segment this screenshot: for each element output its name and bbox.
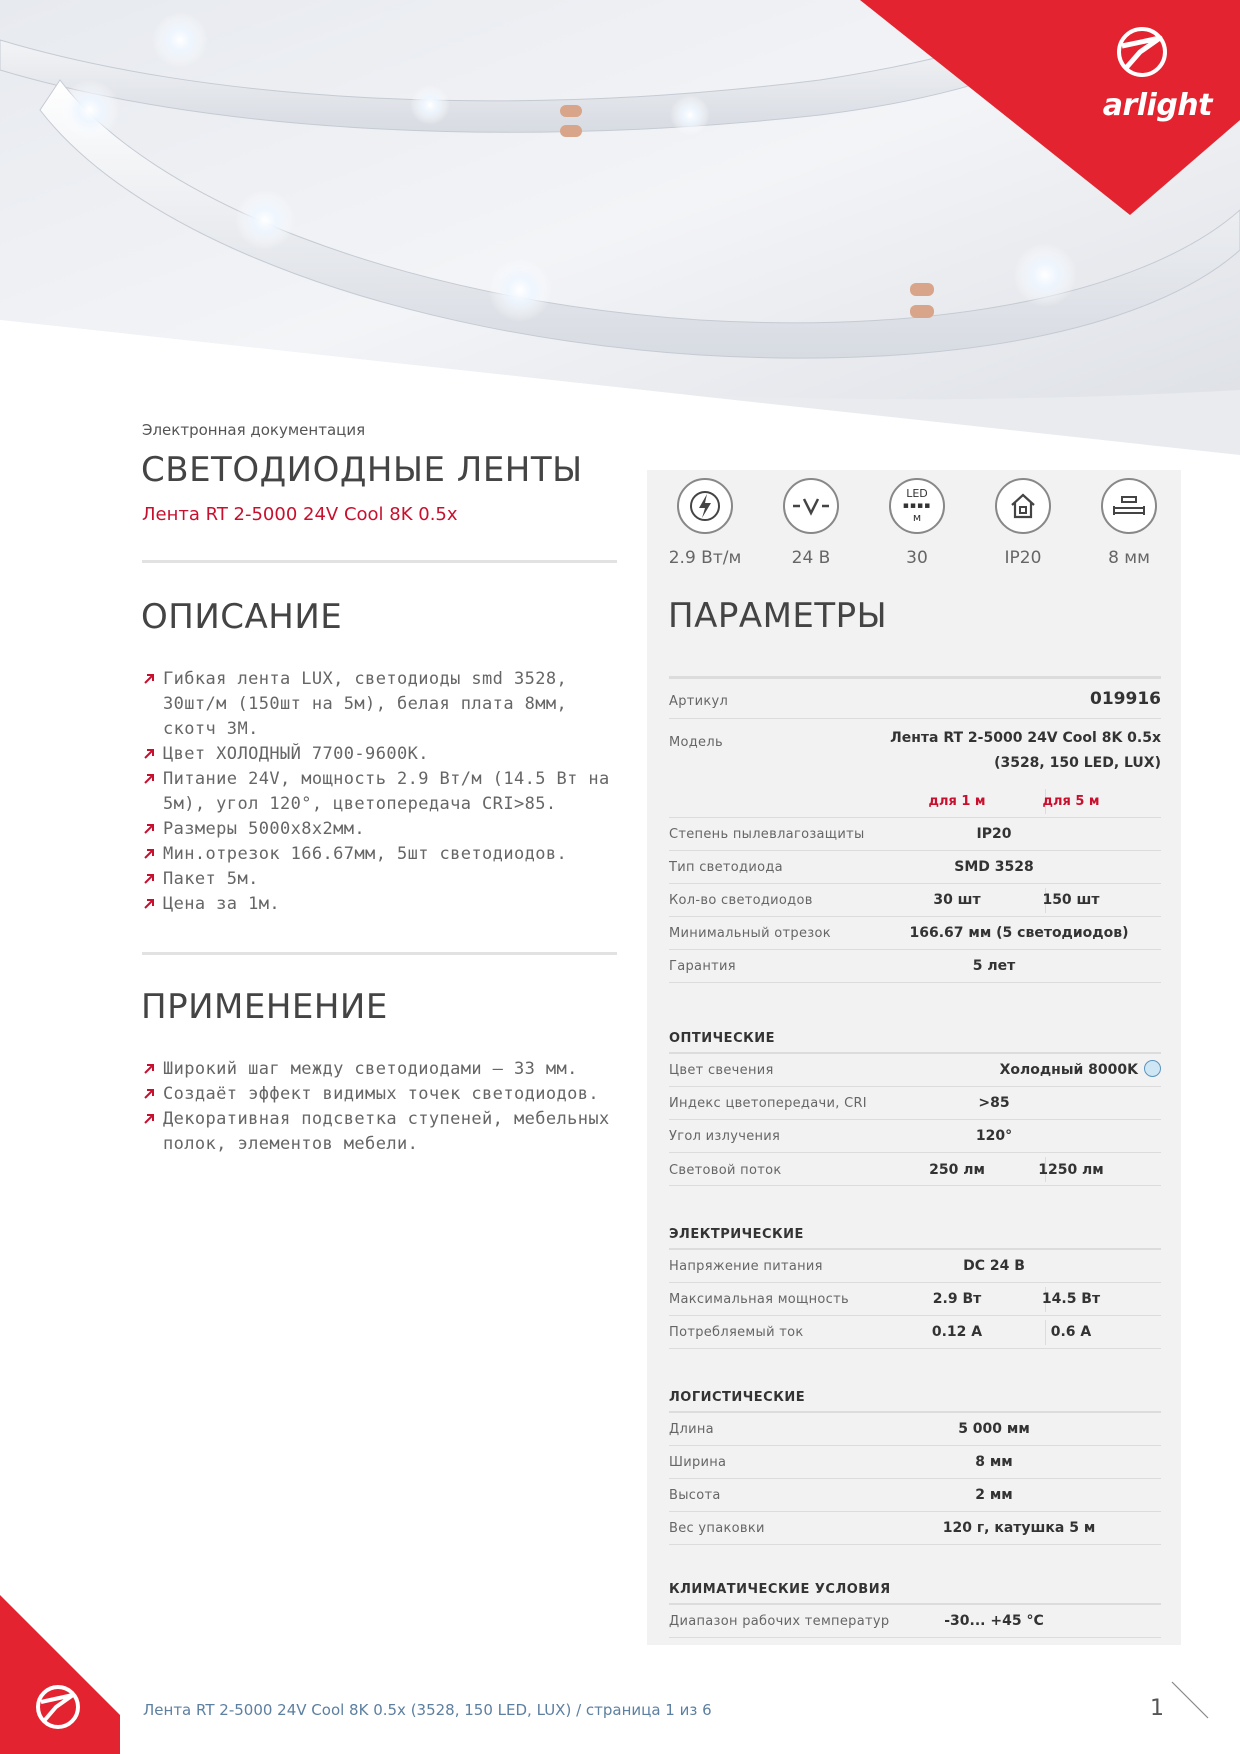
application-list (143, 1057, 623, 1157)
application-heading: ПРИМЕНЕНИЕ (141, 987, 388, 1027)
product-subtitle: Лента RT 2-5000 24V Cool 8K 0.5x (142, 504, 458, 525)
arrow-icon (143, 748, 155, 760)
table-row: Световой поток 250 лм 1250 лм (669, 1153, 1161, 1186)
spec-led-count: LED ▪▪▪▪ м 30 (872, 478, 962, 568)
page-number: 1 (1150, 1696, 1164, 1721)
spec-width: 8 мм (1084, 478, 1174, 568)
list-item: Декоративная подсветка ступеней, мебельных полок, элементов мебели. (143, 1107, 623, 1157)
list-item: Питание 24V, мощность 2.9 Вт/м (14.5 Вт на 5м), угол 120°, цветопередача CRI>85. (143, 767, 623, 817)
arrow-icon (143, 1113, 155, 1125)
table-row: Тип светодиода SMD 3528 (669, 851, 1161, 884)
table-row: Угол излучения 120° (669, 1120, 1161, 1153)
divider (142, 560, 617, 563)
table-row: Диапазон рабочих температур -30... +45 °C (669, 1605, 1161, 1638)
list-item: Размеры 5000x8x2мм. (143, 817, 623, 842)
divider (142, 952, 617, 955)
table-row: Гарантия 5 лет (669, 950, 1161, 983)
arrow-icon (143, 1088, 155, 1100)
arrow-icon (143, 673, 155, 685)
ip-house-icon (995, 478, 1051, 534)
list-item: Широкий шаг между светодиодами – 33 мм. (143, 1057, 623, 1082)
optical-heading: ОПТИЧЕСКИЕ (669, 1031, 775, 1046)
arrow-icon (143, 873, 155, 885)
list-item: Гибкая лента LUX, светодиоды smd 3528, 30шт/м (150шт на 5м), белая плата 8мм, скотч 3М. (143, 667, 623, 742)
arrow-icon (143, 773, 155, 785)
arrow-icon (143, 898, 155, 910)
list-item: Создаёт эффект видимых точек светодиодов. (143, 1082, 623, 1107)
brand-logo: arlight (1102, 88, 1212, 123)
table-row: Максимальная мощность 2.9 Вт 14.5 Вт (669, 1283, 1161, 1316)
list-item: Пакет 5м. (143, 867, 623, 892)
spec-icons (660, 478, 1160, 578)
page-corner-mark (1170, 1680, 1210, 1720)
table-row: Вес упаковки 120 г, катушка 5 м (669, 1512, 1161, 1545)
description-heading: ОПИСАНИЕ (141, 597, 343, 637)
table-row: Цвет свечения Холодный 8000K (669, 1054, 1161, 1087)
list-item: Цена за 1м. (143, 892, 623, 917)
width-icon (1101, 478, 1157, 534)
table-row: Степень пылевлагозащиты IP20 (669, 818, 1161, 851)
footer-logo-corner (0, 1595, 120, 1754)
spec-ip: IP20 (978, 478, 1068, 568)
doc-label: Электронная документация (142, 421, 366, 439)
arrow-icon (143, 823, 155, 835)
table-row: Высота 2 мм (669, 1479, 1161, 1512)
arrow-icon (143, 1063, 155, 1075)
power-icon (677, 478, 733, 534)
table-row: Напряжение питания DC 24 В (669, 1250, 1161, 1283)
table-row: Модель Лента RT 2-5000 24V Cool 8K 0.5x (3528, 150 LED, LUX) (669, 730, 1161, 771)
footer-text: Лента RT 2-5000 24V Cool 8K 0.5x (3528, 150 LED, LUX) / страница 1 из 6 (143, 1701, 712, 1719)
list-item: Цвет ХОЛОДНЫЙ 7700-9600K. (143, 742, 623, 767)
table-row: Потребляемый ток 0.12 А 0.6 А (669, 1316, 1161, 1349)
page-title: СВЕТОДИОДНЫЕ ЛЕНТЫ (141, 450, 583, 490)
voltage-icon (783, 478, 839, 534)
spec-voltage: 24 В (766, 478, 856, 568)
spec-power: 2.9 Вт/м (660, 478, 750, 568)
parameters-heading: ПАРАМЕТРЫ (668, 596, 888, 636)
table-row: Артикул 019916 (669, 679, 1161, 719)
electrical-heading: ЭЛЕКТРИЧЕСКИЕ (669, 1227, 804, 1242)
table-row: Минимальный отрезок 166.67 мм (5 светодиодов) (669, 917, 1161, 950)
table-row: Кол-во светодиодов 30 шт 150 шт (669, 884, 1161, 917)
table-row: Индекс цветопередачи, CRI >85 (669, 1087, 1161, 1120)
climate-heading: КЛИМАТИЧЕСКИЕ УСЛОВИЯ (669, 1582, 891, 1597)
description-list (143, 667, 623, 917)
led-per-meter-icon: LED ▪▪▪▪ м (889, 478, 945, 534)
table-row: Ширина 8 мм (669, 1446, 1161, 1479)
column-headers: для 1 м для 5 м (669, 785, 1161, 818)
list-item: Мин.отрезок 166.67мм, 5шт светодиодов. (143, 842, 623, 867)
logistic-heading: ЛОГИСТИЧЕСКИЕ (669, 1390, 806, 1405)
table-row: Длина 5 000 мм (669, 1413, 1161, 1446)
arrow-icon (143, 848, 155, 860)
color-swatch (1144, 1060, 1161, 1077)
